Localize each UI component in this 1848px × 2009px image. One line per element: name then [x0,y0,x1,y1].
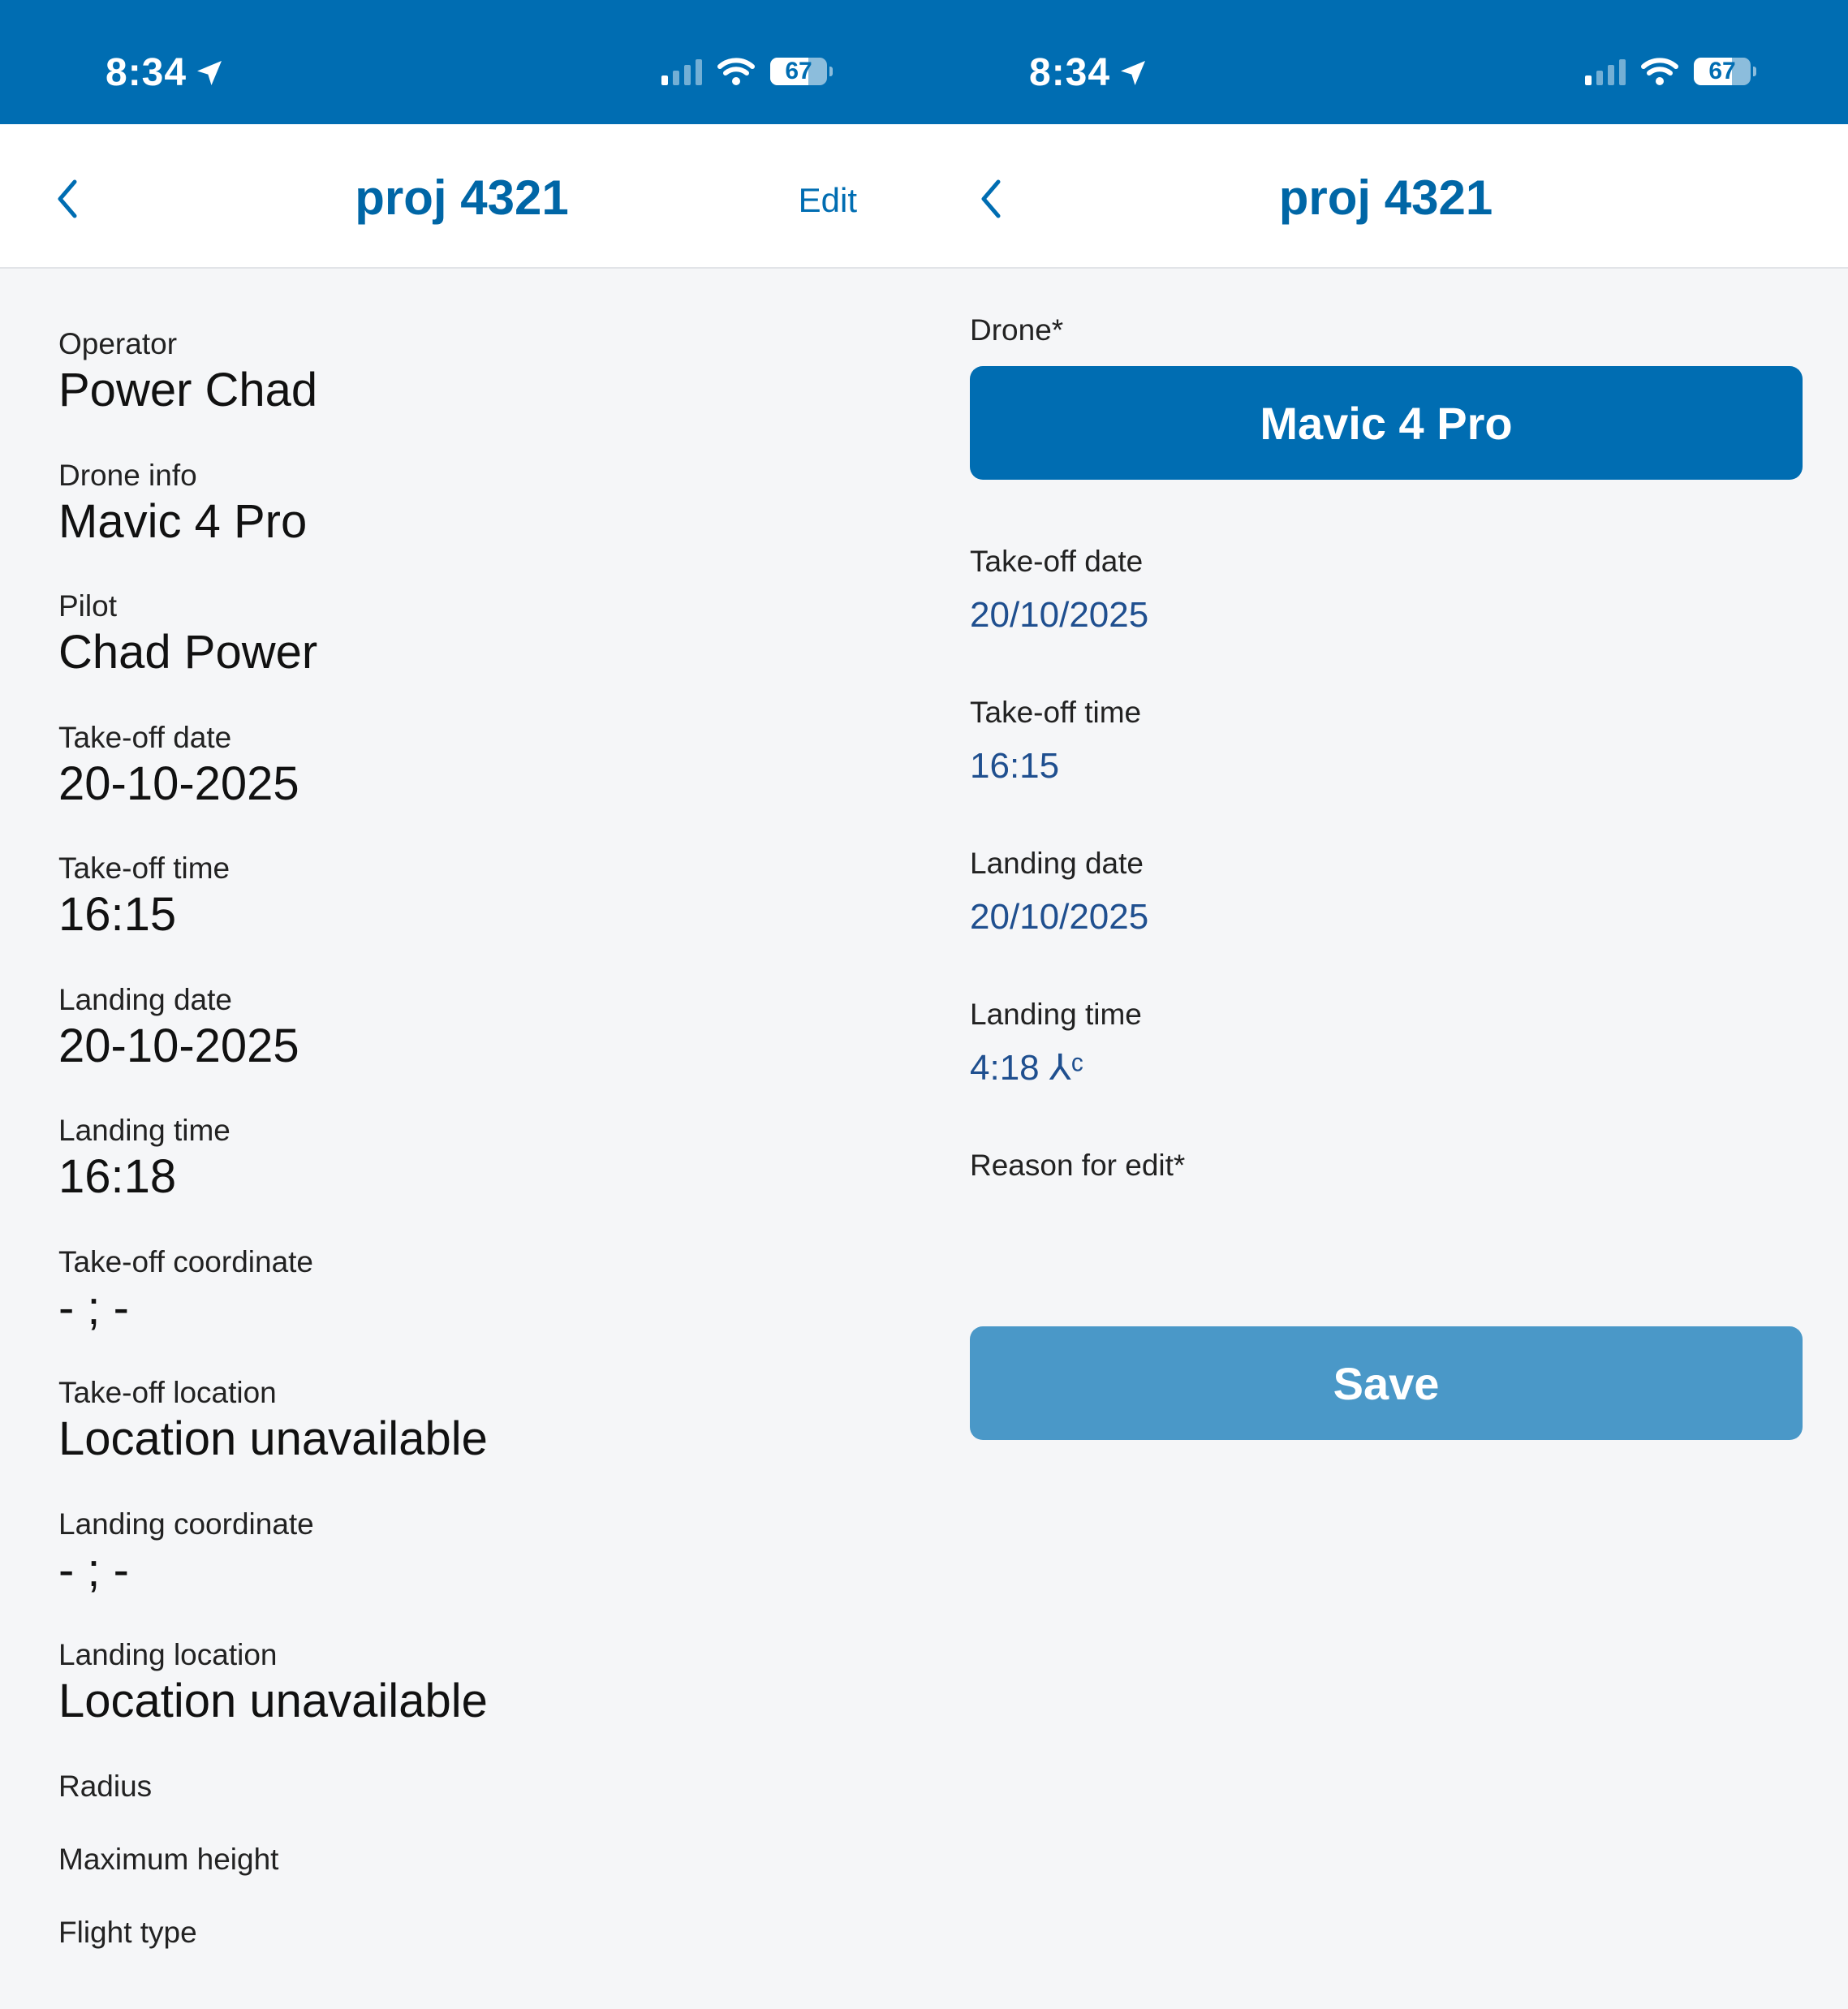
drone-select-button[interactable]: Mavic 4 Pro [970,366,1803,480]
field-value: 16:18 [58,1150,177,1203]
takeoff-time-value[interactable]: 16:15 [970,746,1060,786]
edit-button[interactable]: Edit [798,181,857,219]
field-label: Operator [58,327,178,360]
page-title: proj 4321 [355,170,569,225]
save-button[interactable]: Save [970,1326,1803,1440]
field-landing-location [58,1636,891,1767]
field-flight-type [58,1913,891,1986]
landing-date-label: Landing date [970,847,1144,880]
field-landing-coordinate [58,1505,891,1636]
nav-bar [0,124,924,269]
field-label: Pilot [58,589,117,623]
field-label: Take-off time [58,851,230,885]
landing-time-value[interactable]: 4:18 ⅄ᶜ [970,1048,1084,1088]
status-bar [924,0,1848,124]
takeoff-date-field[interactable] [970,542,1803,693]
field-takeoff-coordinate [58,1243,891,1374]
takeoff-date-label: Take-off date [970,545,1144,578]
landing-date-field[interactable] [970,844,1803,995]
status-bar [0,0,924,124]
field-label: Maximum height [58,1842,279,1876]
battery-icon [770,58,827,85]
field-value: 20-10-2025 [58,757,299,810]
field-landing-date [58,981,891,1112]
field-radius [58,1767,891,1840]
status-time [1029,50,1149,95]
cellular-signal-icon [661,58,702,85]
field-value: - ; - [58,1543,129,1597]
field-takeoff-location [58,1373,891,1505]
field-label: Take-off location [58,1376,277,1409]
field-value: 16:15 [58,888,177,941]
status-icons [1585,57,1751,86]
field-label: Drone info [58,458,197,492]
edit-form [970,311,1803,1292]
drone-label: Drone* [970,313,1064,347]
location-arrow-icon [193,57,226,89]
landing-date-value[interactable]: 20/10/2025 [970,897,1149,937]
field-value: - ; - [58,1281,129,1334]
field-operator [58,325,891,456]
field-value: 20-10-2025 [58,1019,299,1072]
page-title: proj 4321 [1278,170,1493,225]
status-icons [661,57,827,86]
field-value: Location unavailable [58,1675,488,1727]
field-value: Chad Power [58,626,318,679]
cellular-signal-icon [1585,58,1626,85]
field-label: Flight type [58,1915,197,1949]
field-label: Take-off date [58,720,232,754]
field-pilot [58,587,891,718]
field-landing-time [58,1111,891,1243]
location-arrow-icon [1117,57,1149,89]
nav-bar [924,124,1848,269]
takeoff-time-field[interactable] [970,693,1803,844]
field-label: Take-off coordinate [58,1244,314,1278]
field-value: Mavic 4 Pro [58,494,308,548]
field-label: Radius [58,1769,153,1803]
takeoff-date-value[interactable]: 20/10/2025 [970,595,1149,635]
landing-time-field[interactable] [970,995,1803,1146]
field-label: Landing date [58,982,232,1016]
reason-label: Reason for edit* [970,1149,1186,1182]
status-time-text: 8:34 [1029,51,1111,94]
wifi-icon [1640,57,1679,86]
status-time-text: 8:34 [106,51,187,94]
battery-icon [1694,58,1751,85]
field-label: Landing coordinate [58,1507,314,1541]
status-time [106,50,226,95]
battery-level: 67 [785,58,812,84]
field-label: Landing time [58,1114,230,1147]
field-label: Landing location [58,1638,278,1671]
wifi-icon [717,57,756,86]
field-takeoff-date [58,718,891,850]
drone-field [970,311,1803,542]
field-maximum-height [58,1840,891,1913]
flight-details-list [58,325,891,1949]
reason-field[interactable] [970,1146,1803,1292]
field-takeoff-time [58,849,891,981]
field-value: Location unavailable [58,1412,488,1465]
field-value: Power Chad [58,364,318,416]
landing-time-label: Landing time [970,998,1142,1031]
takeoff-time-label: Take-off time [970,696,1142,729]
battery-level: 67 [1708,58,1736,84]
field-drone-info [58,456,891,588]
